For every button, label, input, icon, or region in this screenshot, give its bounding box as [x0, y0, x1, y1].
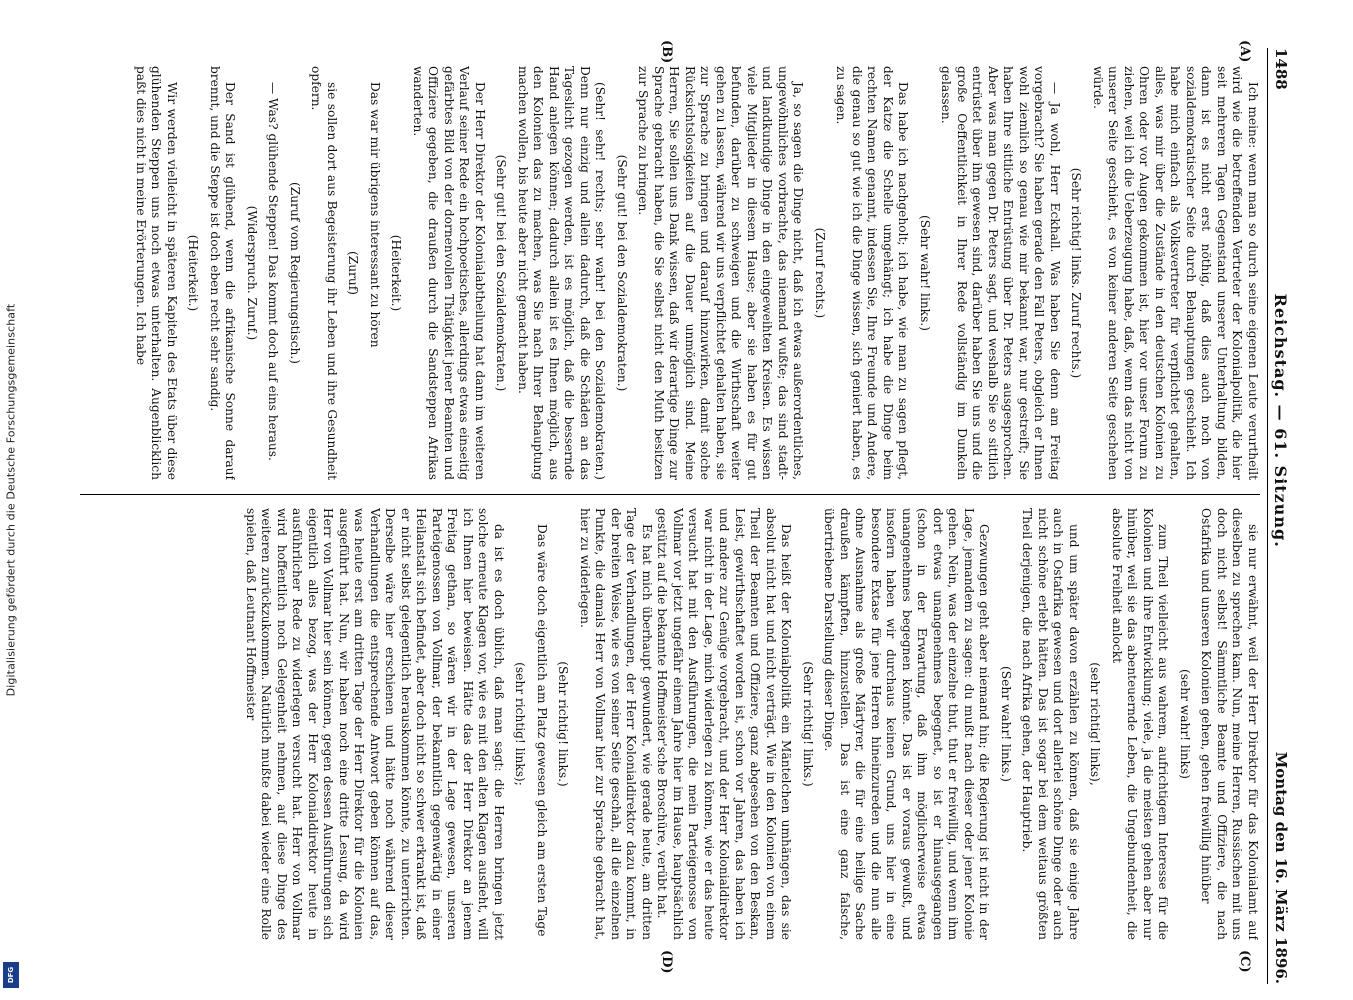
paragraph: Das habe ich nachgeholt; ich habe, wie man zu sagen pflegt, der Katze die Schelle umgehängt; ich habe die Dinge beim rechten Namen genannt, indessen Sie, Ihre Freunde und Andere, die genau so gut wie ich die Dinge wissen, sich geniert haben, es zu sagen. — [834, 66, 911, 480]
paragraph: sie nur erwähnt, weil der Herr Direktor für das Kolonialamt auf dieselben zu sprechen kam. Nun, meine Herren, Russischen mit uns doch nicht selbst! Sämmtliche Beamte und Offiziere, die nach Ostafrika und unseren Kolonien gehen, gehen freiwillig hinüber — [1199, 508, 1260, 940]
session-date: Montag den 16. März 1896. — [1272, 751, 1290, 984]
left-column — [80, 66, 1260, 480]
column-divider — [80, 494, 1260, 495]
interjection: (Heiterkeit.) — [186, 234, 201, 312]
right-column — [80, 508, 1260, 940]
paragraph: Gezwungen geht aber niemand hin; die Regierung ist nicht in der Lage, jemandem zu sagen: du mußt nach dieser oder jener Kolonie gehen. Nein, was der einzelne thut, thut er freiwillig, und wenn ihm dort etwas unangenehmes begegnet, so ist er hinausgegangen (schon in der Erwartung, daß ihm möglicherweise etwas unangenehmes begegnen könnte. Das ist er voraus gewußt, und insofern haben wir durchaus keinen Grund, uns hier in eine besondere Extase für jene Herren hineinzureden und die nun alle ohne Ausnahme als große Märtyrer, die für eine heilige Sache draußen kämpften, hinzustellen. Das ist eine ganz falsche, übertriebene Darstellung dieser Dinge. — [822, 508, 992, 940]
interjection: (Widerspruch. Zuruf.) — [245, 205, 259, 341]
paragraph: Der Sand ist glühend, wenn die afrikanische Sonne darauf brennt, und die Steppe ist doch eben recht sehr sandig. — [208, 66, 238, 480]
interjection: (sehr richtig! links), — [1088, 662, 1103, 786]
paragraph: Das war mir übrigens interessant zu hören — [368, 82, 382, 348]
page-number: 1488 — [1272, 48, 1290, 90]
paragraph: Wir werden vielleicht in späteren Kapiteln des Etats über diese glühenden Steppen uns noch etwas unterhalten. Augenblicklich paßt dies nicht in meine Erörterungen. Ich habe — [134, 66, 179, 480]
page-header — [1267, 48, 1294, 984]
paragraph: und um später davon erzählen zu können, daß sie einige Jahre auch in Ostafrika gewesen und dort allerlei schöne Dinge oder auch nicht schöne erlebt hätten. Das ist sogar bei dem weitaus größten Theil derjenigen, die nach Afrika gehen, der Hauptrieb. — [1020, 508, 1081, 940]
paragraph: Der Herr Direktor der Kolonialabtheilung hat dann im weiteren Verlauf seiner Rede ein hochpoetisches, allerdings etwas einseitig gefärbtes Bild von der dornenvollen Thätigkeit jener Beamten und Offiziere gegeben, die draußen durch die Sandsteppen Afrikas wanderten. — [411, 66, 487, 480]
interjection: (Sehr wahr! links.) — [999, 666, 1013, 782]
paragraph: Ich meine: wenn man so durch seine eigenen Leute verurtheilt wird wie die betreffenden Vertreter der Kolonialpolitik, die hier seit mehreren Tagen Gegenstand unserer Unterhaltung bilden, dann ist es nicht erst nöthig, daß dies auch noch von sozialdemokratischer Seite durch Behauptungen geschieht. Ich habe mich einfach als Volksvertreter für verpflichtet gehalten, alles, was mir über die Zustände in den deutschen Kolonien zu Ohren oder vor Augen gekommen ist, hier vor unser Forum zu ziehen, weil ich die Ueberzeugung habe, daß, wenn das nicht von unserer Seite geschieht, es von keiner anderen Seite geschehen würde. — [1091, 66, 1260, 480]
running-title: Reichstag. — 61. Sitzung. — [1271, 293, 1291, 548]
margin-mark-a: (A) — [1237, 40, 1252, 63]
interjection: (Sehr richtig! links.) — [556, 661, 571, 787]
paragraph: Das wäre doch eigentlich am Platz gewesen gleich am ersten Tage — [535, 524, 549, 937]
margin-mark-b: (B) — [659, 40, 674, 64]
credit-strip — [0, 0, 22, 1000]
paragraph: sie sollen dort aus Begeisterung ihr Leben und ihre Gesundheit opfern. — [309, 66, 339, 480]
interjection: (Zuruf vom Regierungstisch.) — [288, 181, 302, 365]
interjection: (sehr wahr! links) — [1178, 669, 1192, 779]
scanned-page-wrapper — [68, 38, 1304, 994]
digitization-credit: Digitalisierung gefördert durch die Deutsche Forschungsgemeinschaft — [4, 303, 18, 697]
paragraph: — Was? glühende Steppen! Das kommt doch auf eins heraus. — [266, 82, 281, 461]
paragraph: zum Theil vielleicht aus wahrem, aufrichtigem Interesse für die Kolonien und ihre Entwicklung; viele, ja die meisten gehen aber nur hinüber, weil sie das abenteuernde Leben, die Ungebundenheit, die absolute Freiheit anlockt — [1110, 508, 1171, 940]
interjection: (sehr richtig! links); — [513, 662, 528, 786]
interjection: (Sehr gut! bei den Sozialdemokraten.) — [615, 154, 629, 392]
interjection: (Sehr richtig! links.) — [801, 661, 815, 787]
interjection: (Heiterkeit.) — [389, 234, 404, 312]
interjection: (Sehr wahr! links.) — [918, 215, 932, 331]
dfg-logo-icon: DFG — [3, 962, 19, 988]
paragraph: Es hat mich überhaupt gewundert, wie gerade heute, am dritten Tage der Verhandlungen, der Herr Kolonialdirektor dazu kommt, in der breiten Weise, wie es von seiner Seite geschah, all die einzelnen Punkte, die damals Herr von Vollmar hier zur Sprache gebracht hat, hier zu widerlegen. — [578, 508, 654, 940]
paragraph: (Sehr! sehr! rechts; sehr wahr! bei den Sozialdemokraten.) Denn nur einzig und allein dadurch, daß die Schäden an das Tageslicht gezogen werden, ist es möglich, daß die bessernde Hand anlegen können; dadurch allein ist es Ihnen möglich, aus den Kolonien das zu machen, was Sie nach Ihrer Behauptung machen wollen, bis heute aber nicht gemacht haben. — [516, 66, 608, 480]
scanned-page — [68, 38, 1304, 994]
margin-mark-c: (C) — [1237, 950, 1252, 973]
margin-mark-d: (D) — [659, 950, 674, 974]
paragraph: — Ja wohl, Herr Eckhall. Was haben Sie denn am Freitag vorgebracht? Sie haben gerade den Fall Peters, obgleich er Ihnen wohl ziemlich so genau wie mir bekannt war, nur gestreift; Sie haben Ihre sittliche Entrüstung über Dr. Peters ausgesprochen. Aber was man gegen Dr. Peters sagt, und weshalb Sie so sittlich entrüstet über ihn gewesen sind, darüber haben Sie uns und die große Oeffentlichkeit in Ihrer Rede vollständig im Dunkeln gelassen. — [939, 66, 1062, 480]
paragraph: Ja, so sagen die Dinge nicht, daß ich etwas außerordentliches, ungewöhnliches vorbrachte, das niemand wußte; das sind stadt- und landkundige Dinge in den eingeweihten Kreisen. Es wissen viele Mitglieder in diesem Hause; aber sie haben es für gut befunden, darüber zu schweigen und die Wirthschaft weiter gehen zu lassen, während wir uns verpflichtet gehalten haben, sie zur Sprache zu bringen und darauf hinzuwirken, damit solche Rücksichtslosigkeiten auf die Dauer unmöglich sind. Meine Herren, Sie sollen uns Dank wissen, daß wir derartige Dinge zur Sprache gebracht haben, die Sie selbst nicht den Muth besitzen zur Sprache zu bringen. — [636, 66, 806, 480]
interjection: (Sehr gut! bei den Sozialdemokraten.) — [494, 154, 509, 392]
interjection: (Zuruf rechts.) — [813, 227, 827, 319]
interjection: (Zuruf) — [346, 250, 361, 295]
interjection: (Sehr richtig! links. Zuruf rechts.) — [1069, 167, 1084, 379]
paragraph: da ist es doch üblich, daß man sagt: die Herren bringen jetzt solche erneute Klagen vor, wie es mit den alten Klagen ausfieht, will ich Ihnen hier beweisen. Hätte das der Herr Direktor an jenem Freitag gethan, so wären wir in der Lage gewesen, unseren Parteigenossen von Vollmar, der bekanntlich gegenwärtig in einer Heilanstalt sich befindet, aber doch nicht so schwer erkrankt ist, daß er nicht selbst gelegentlich herauskommen könnte, zu unterrichten. Derselbe wäre hier erschienen und hätte noch während dieser Verhandlungen die entsprechende Antwort geben können auf das, was heute erst am dritten Tage der Herr Direktor für die Kolonien ausgeführt hat. Nun, wir haben noch eine dritte Lesung, da wird Herr von Vollmar hier sein können, gegen dessen Ausführungen sich eigentlich alles bezog, was der Herr Kolonialdirektor heute in ausführlicher Rede zu widerlegen versucht hat. Herr von Vollmar wird hoffentlich noch Gelegenheit nehmen, auf diese Dinge des weiteren zurückzukommen. Natürlich mußte dabei wieder eine Rolle spielen, daß Leutnant Hoffmeister — [244, 508, 506, 940]
paragraph: Das heißt der Kolonialpolitik ein Mäntelchen umhängen, das sie absolut nicht hat und nicht verträgt. Wie in den Kolonien von einem Theil der Beamten und Offiziere, ganz abgesehen von den Beskan, Leist, gewirthschaftet worden ist, schon vor Jahren, das haben ich und andere zur Genüge vorgebracht, und der Herr Kolonialdirektor war nicht in der Lage, mich widerlegen zu können, wie er das heute versucht hat mit den Ausführungen, die mein Parteigenosse von Vollmar vor jetzt ungefähr einem Jahre hier im Hause, hauptsächlich gestützt auf die bekannte Hoffmeister'sche Broschüre, verübt hat. — [655, 508, 794, 940]
